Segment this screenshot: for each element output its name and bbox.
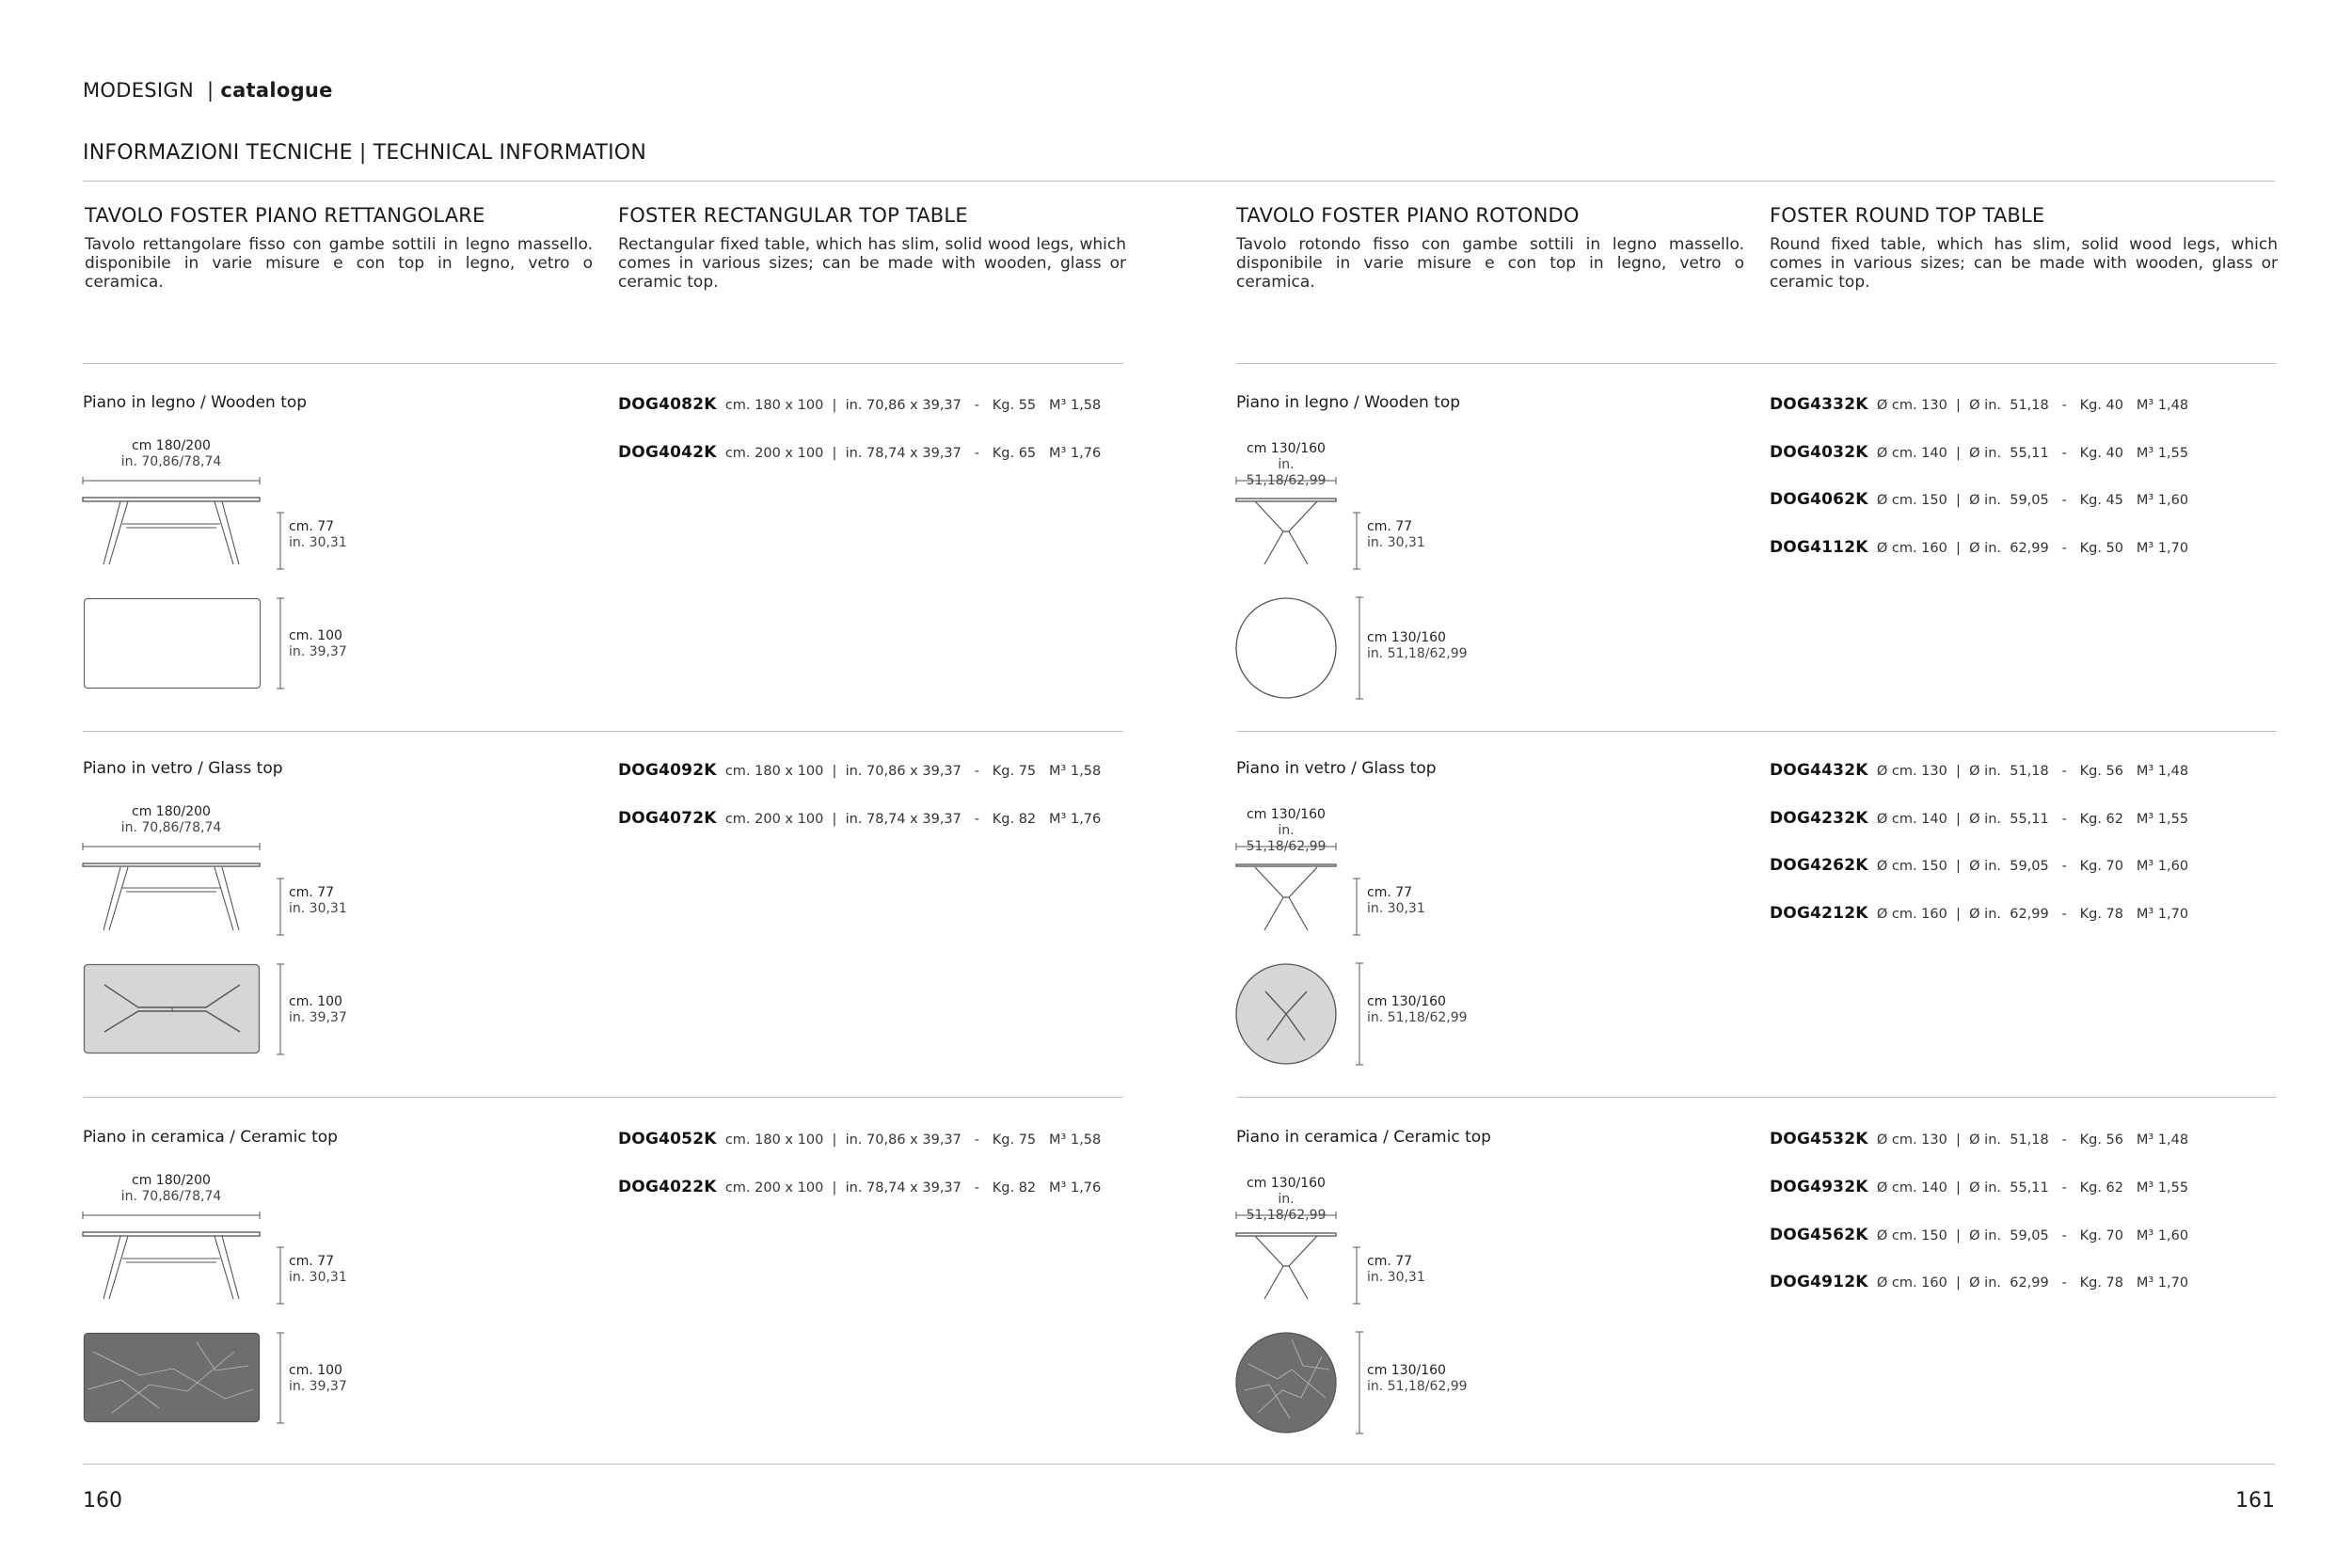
left-section-label-glass: Piano in vetro / Glass top — [83, 759, 283, 778]
height-in: in. 30,31 — [289, 535, 347, 550]
product-code: DOG4092K — [618, 761, 717, 780]
footer-divider — [83, 1464, 2275, 1465]
spec-row — [1770, 809, 2188, 828]
product-spec: cm. 180 x 100 | in. 70,86 x 39,37 - Kg. 55 M³ 1,58 — [724, 398, 1102, 413]
height-cm: cm. 77 — [1367, 885, 1413, 900]
width-cm: cm 180/200 — [132, 804, 211, 819]
left-title-en: FOSTER RECTANGULAR TOP TABLE — [618, 204, 968, 227]
left-glass-width-dim — [83, 804, 260, 836]
product-spec: Ø cm. 150 | Ø in. 59,05 - Kg. 70 M³ 1,60 — [1876, 859, 2189, 874]
product-code: DOG4212K — [1770, 904, 1868, 923]
spec-row — [1770, 761, 2188, 780]
left-ceramic-depth-line — [277, 1333, 286, 1427]
brand-separator: | — [206, 79, 215, 102]
right-section-divider — [1236, 731, 2277, 732]
product-spec: Ø cm. 160 | Ø in. 62,99 - Kg. 78 M³ 1,70 — [1876, 907, 2189, 922]
left-wood-top-view — [84, 598, 261, 689]
page-number-left: 160 — [83, 1489, 122, 1513]
left-desc-en: Rectangular fixed table, which has slim, solid wood legs, which comes in various sizes; can be made with wooden, glass or ceramic top. — [618, 235, 1126, 292]
product-code: DOG4262K — [1770, 856, 1868, 875]
right-ceramic-diam-line — [1356, 1332, 1365, 1437]
left-wood-width-dim — [83, 438, 260, 470]
right-wood-diam-line — [1356, 597, 1365, 703]
width-in: in. 70,86/78,74 — [120, 454, 222, 469]
left-ceramic-depth-dim — [289, 1363, 347, 1395]
product-spec: Ø cm. 140 | Ø in. 55,11 - Kg. 62 M³ 1,55 — [1876, 812, 2189, 827]
left-section-divider — [83, 1097, 1123, 1098]
product-spec: Ø cm. 140 | Ø in. 55,11 - Kg. 62 M³ 1,55 — [1876, 1180, 2189, 1196]
left-section-label-wood: Piano in legno / Wooden top — [83, 393, 308, 412]
product-code: DOG4912K — [1770, 1273, 1868, 1291]
spec-row — [618, 395, 1101, 414]
product-code: DOG4022K — [618, 1178, 717, 1196]
product-code: DOG4232K — [1770, 809, 1868, 828]
depth-in: in. 39,37 — [289, 1010, 347, 1025]
right-section-label-wood: Piano in legno / Wooden top — [1236, 393, 1461, 412]
left-ceramic-top-view — [84, 1333, 261, 1423]
height-cm: cm. 77 — [1367, 1254, 1413, 1269]
diam-in: in. 51,18/62,99 — [1367, 1010, 1468, 1025]
depth-in: in. 39,37 — [289, 1379, 347, 1394]
width-cm: cm 130/160 — [1247, 807, 1326, 822]
width-cm: cm 130/160 — [1247, 441, 1326, 456]
spec-row — [618, 1178, 1101, 1196]
width-in: in. 51,18/62,99 — [1246, 823, 1327, 854]
spec-row — [618, 443, 1101, 462]
height-cm: cm. 77 — [289, 1254, 335, 1269]
width-in: in. 51,18/62,99 — [1246, 457, 1327, 488]
right-title-it: TAVOLO FOSTER PIANO ROTONDO — [1236, 204, 1580, 227]
height-in: in. 30,31 — [289, 901, 347, 916]
spec-row — [1770, 1226, 2188, 1244]
product-spec: cm. 180 x 100 | in. 70,86 x 39,37 - Kg. 75 M³ 1,58 — [724, 1132, 1102, 1148]
width-cm: cm 180/200 — [132, 438, 211, 453]
product-code: DOG4932K — [1770, 1178, 1868, 1196]
height-in: in. 30,31 — [289, 1270, 347, 1285]
width-cm: cm 130/160 — [1247, 1176, 1326, 1191]
brand-header — [83, 79, 333, 102]
right-wood-top-view — [1235, 597, 1339, 701]
right-section-divider — [1236, 1097, 2277, 1098]
right-section-label-glass: Piano in vetro / Glass top — [1236, 759, 1437, 778]
spec-row — [618, 1130, 1101, 1148]
spec-row — [1770, 490, 2188, 509]
height-in: in. 30,31 — [1367, 1270, 1425, 1285]
spec-row — [1770, 538, 2188, 557]
right-ceramic-height-dim — [1367, 1254, 1425, 1286]
diam-in: in. 51,18/62,99 — [1367, 646, 1468, 661]
spec-row — [1770, 1273, 2188, 1291]
spec-row — [1770, 856, 2188, 875]
spec-row — [618, 809, 1101, 828]
spec-row — [1770, 1178, 2188, 1196]
diam-cm: cm 130/160 — [1367, 1363, 1446, 1378]
product-code: DOG4082K — [618, 395, 717, 414]
height-cm: cm. 77 — [1367, 519, 1413, 534]
product-spec: cm. 200 x 100 | in. 78,74 x 39,37 - Kg. 65 M³ 1,76 — [724, 446, 1102, 461]
product-code: DOG4062K — [1770, 490, 1868, 509]
right-desc-en: Round fixed table, which has slim, solid wood legs, which comes in various sizes; can be made with wooden, glass or ceramic top. — [1770, 235, 2278, 292]
product-spec: cm. 200 x 100 | in. 78,74 x 39,37 - Kg. 82 M³ 1,76 — [724, 1180, 1102, 1196]
product-code: DOG4052K — [618, 1130, 717, 1148]
left-section-divider — [83, 731, 1123, 732]
right-title-en: FOSTER ROUND TOP TABLE — [1770, 204, 2045, 227]
spec-row — [618, 761, 1101, 780]
height-in: in. 30,31 — [1367, 901, 1425, 916]
diam-in: in. 51,18/62,99 — [1367, 1379, 1468, 1394]
header-divider — [83, 181, 2275, 182]
left-wood-depth-dim — [289, 628, 347, 660]
height-cm: cm. 77 — [289, 519, 335, 534]
page-number-right: 161 — [2235, 1489, 2275, 1513]
left-glass-depth-dim — [289, 994, 347, 1026]
product-code: DOG4432K — [1770, 761, 1868, 780]
right-section-divider — [1236, 363, 2277, 364]
product-spec: Ø cm. 130 | Ø in. 51,18 - Kg. 56 M³ 1,48 — [1876, 764, 2189, 779]
product-spec: Ø cm. 160 | Ø in. 62,99 - Kg. 78 M³ 1,70 — [1876, 1275, 2189, 1291]
brand-section: catalogue — [220, 79, 333, 102]
product-spec: Ø cm. 160 | Ø in. 62,99 - Kg. 50 M³ 1,70 — [1876, 541, 2189, 556]
right-wood-diam-dim — [1367, 630, 1468, 662]
left-desc-it: Tavolo rettangolare fisso con gambe sottili in legno massello. disponibile in varie misure e con top in legno, vetro o ceramica. — [85, 235, 593, 292]
right-glass-diam-dim — [1367, 994, 1468, 1026]
width-in: in. 51,18/62,99 — [1246, 1192, 1327, 1223]
right-wood-height-dim — [1367, 519, 1425, 551]
right-ceramic-diam-dim — [1367, 1363, 1468, 1395]
depth-cm: cm. 100 — [289, 994, 342, 1009]
left-section-label-ceramic: Piano in ceramica / Ceramic top — [83, 1128, 338, 1147]
section-title: INFORMAZIONI TECNICHE | TECHNICAL INFORMATION — [83, 141, 646, 165]
depth-cm: cm. 100 — [289, 628, 342, 643]
width-in: in. 70,86/78,74 — [120, 1189, 222, 1204]
product-code: DOG4532K — [1770, 1130, 1868, 1148]
diam-cm: cm 130/160 — [1367, 994, 1446, 1009]
left-wood-depth-line — [277, 598, 286, 692]
product-code: DOG4032K — [1770, 443, 1868, 462]
left-title-it: TAVOLO FOSTER PIANO RETTANGOLARE — [85, 204, 485, 227]
brand-name: MODESIGN — [83, 79, 194, 102]
spec-row — [1770, 1130, 2188, 1148]
product-code: DOG4072K — [618, 809, 717, 828]
height-cm: cm. 77 — [289, 885, 335, 900]
depth-in: in. 39,37 — [289, 644, 347, 659]
product-code: DOG4042K — [618, 443, 717, 462]
product-spec: Ø cm. 130 | Ø in. 51,18 - Kg. 40 M³ 1,48 — [1876, 398, 2189, 413]
left-glass-depth-line — [277, 964, 286, 1058]
width-in: in. 70,86/78,74 — [120, 820, 222, 835]
width-cm: cm 180/200 — [132, 1173, 211, 1188]
product-spec: cm. 200 x 100 | in. 78,74 x 39,37 - Kg. 82 M³ 1,76 — [724, 812, 1102, 827]
product-spec: Ø cm. 150 | Ø in. 59,05 - Kg. 45 M³ 1,60 — [1876, 493, 2189, 508]
spec-row — [1770, 443, 2188, 462]
left-glass-height-dim — [289, 885, 347, 917]
diam-cm: cm 130/160 — [1367, 630, 1446, 645]
right-section-label-ceramic: Piano in ceramica / Ceramic top — [1236, 1128, 1491, 1147]
product-code: DOG4112K — [1770, 538, 1868, 557]
right-glass-height-dim — [1367, 885, 1425, 917]
depth-cm: cm. 100 — [289, 1363, 342, 1378]
right-glass-top-view — [1235, 963, 1339, 1067]
left-ceramic-width-dim — [83, 1173, 260, 1205]
product-spec: Ø cm. 140 | Ø in. 55,11 - Kg. 40 M³ 1,55 — [1876, 446, 2189, 461]
height-in: in. 30,31 — [1367, 535, 1425, 550]
product-code: DOG4562K — [1770, 1226, 1868, 1244]
left-ceramic-height-dim — [289, 1254, 347, 1286]
left-section-divider — [83, 363, 1123, 364]
right-glass-diam-line — [1356, 963, 1365, 1069]
spec-row — [1770, 395, 2188, 414]
product-code: DOG4332K — [1770, 395, 1868, 414]
left-glass-top-view — [84, 964, 261, 1054]
right-desc-it: Tavolo rotondo fisso con gambe sottili in legno massello. disponibile in varie misure e con top in legno, vetro o ceramica. — [1236, 235, 1744, 292]
right-ceramic-top-view — [1235, 1332, 1339, 1435]
spec-row — [1770, 904, 2188, 923]
product-spec: Ø cm. 150 | Ø in. 59,05 - Kg. 70 M³ 1,60 — [1876, 1228, 2189, 1243]
left-wood-height-dim — [289, 519, 347, 551]
product-spec: Ø cm. 130 | Ø in. 51,18 - Kg. 56 M³ 1,48 — [1876, 1132, 2189, 1148]
product-spec: cm. 180 x 100 | in. 70,86 x 39,37 - Kg. 75 M³ 1,58 — [724, 764, 1102, 779]
